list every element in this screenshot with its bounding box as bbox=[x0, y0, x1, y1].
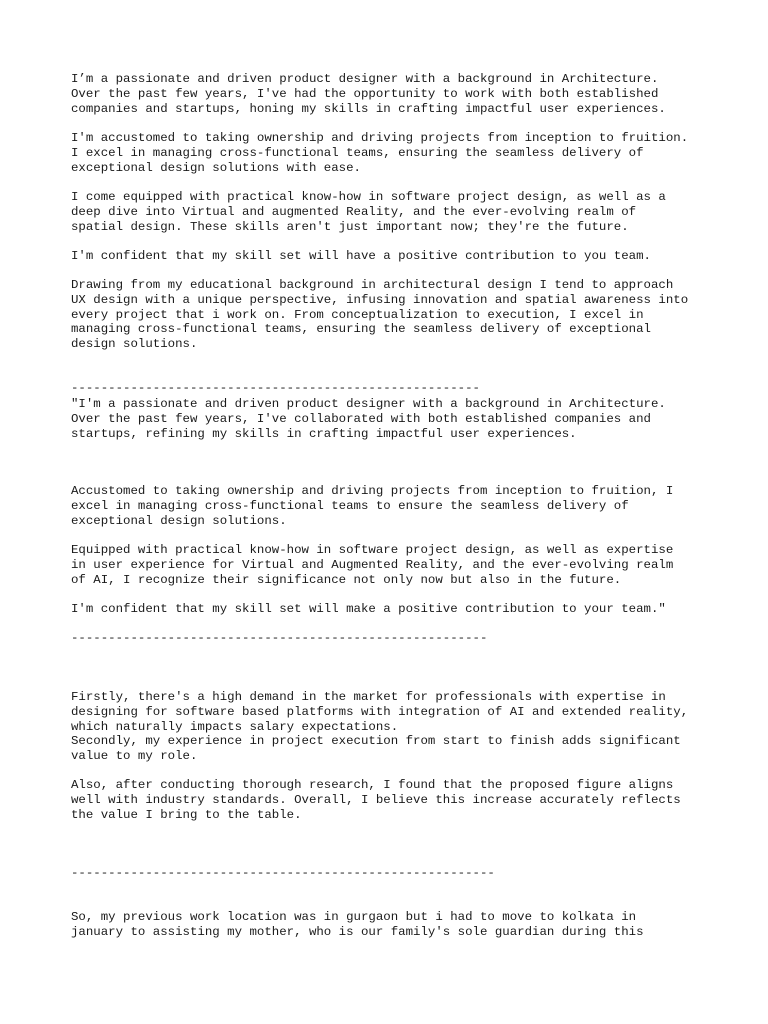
paragraph-quoted-skills: Equipped with practical know-how in software project design, as well as expertise in user experience for Virtual and Augmented Reality, and the ever-evolving realm of AI, I recognize their significance not only now but also in the future. bbox=[71, 543, 674, 587]
paragraph-quoted-ownership: Accustomed to taking ownership and driving projects from inception to fruition, I excel in managing cross-functional teams to ensure the seamless delivery of exceptional design solutions. bbox=[71, 484, 674, 528]
paragraph-quoted-intro: "I'm a passionate and driven product designer with a background in Architecture. Over the past few years, I've collaborated with both established companies and startups, refining my skills in crafting impactful user experiences. bbox=[71, 397, 666, 441]
paragraph-confidence: I'm confident that my skill set will have a positive contribution to you team. bbox=[71, 249, 651, 263]
divider-3: --------------------------------------------------------- bbox=[71, 866, 495, 880]
paragraph-relocation: So, my previous work location was in gurgaon but i had to move to kolkata in january to assisting my mother, who is our family's sole guardian during this bbox=[71, 910, 644, 939]
paragraph-skills: I come equipped with practical know-how in software project design, as well as a deep dive into Virtual and augmented Reality, and the ever-evolving realm of spatial design. These skills aren't just important now; they're the future. bbox=[71, 190, 666, 234]
paragraph-demand: Firstly, there's a high demand in the market for professionals with expertise in designing for software based platforms with integration of AI and extended reality, which naturally impacts salary expectations. Secondly, my experience in project execution from start to finish adds significant value to my role. bbox=[71, 690, 689, 764]
paragraph-research: Also, after conducting thorough research, I found that the proposed figure aligns well with industry standards. Overall, I believe this increase accurately reflects the value I bring to the table. bbox=[71, 778, 681, 822]
paragraph-background: Drawing from my educational background in architectural design I tend to approach UX design with a unique perspective, infusing innovation and spatial awareness into every project that i work on. From conceptualization to execution, I excel in managing cross-functional teams, ensuring the seamless delivery of exceptional design solutions. bbox=[71, 278, 689, 352]
paragraph-intro: I’m a passionate and driven product designer with a background in Architecture. Over the past few years, I've had the opportunity to work with both established companies and startups, honing my skills in crafting impactful user experiences. bbox=[71, 72, 666, 116]
divider-2: -------------------------------------------------------- bbox=[71, 631, 488, 645]
paragraph-quoted-confidence: I'm confident that my skill set will make a positive contribution to your team." bbox=[71, 602, 666, 616]
paragraph-ownership: I'm accustomed to taking ownership and driving projects from inception to fruition. I excel in managing cross-functional teams, ensuring the seamless delivery of exceptional design solutions with ease. bbox=[71, 131, 689, 175]
divider-1: ------------------------------------------------------- bbox=[71, 381, 480, 395]
